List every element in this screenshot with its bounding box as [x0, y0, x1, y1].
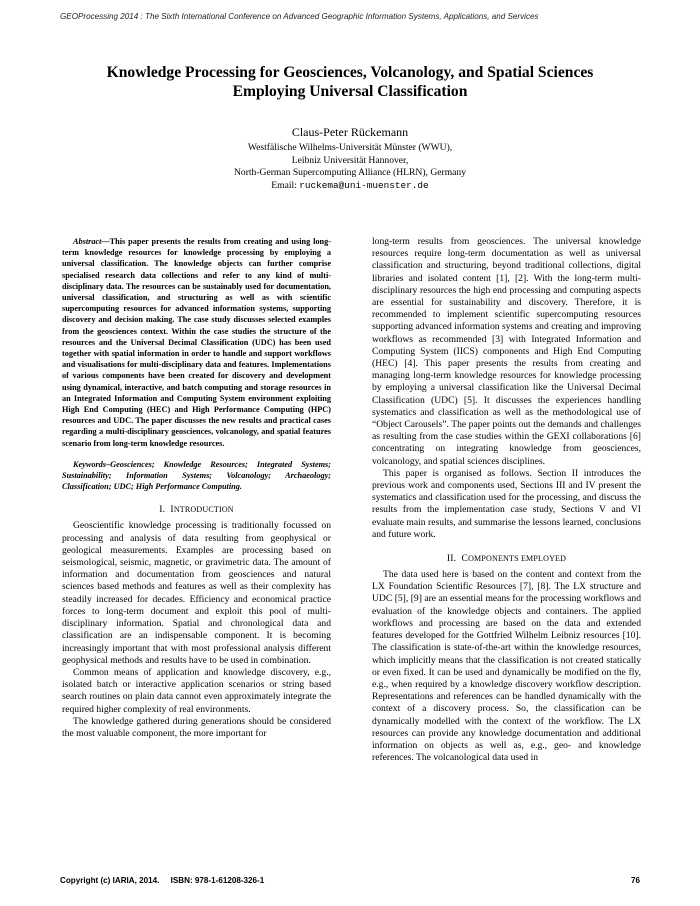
affiliation-line-3: North-German Supercomputing Alliance (HLRN), Germany [233, 167, 467, 179]
author-block [60, 124, 640, 192]
title-line-1: Knowledge Processing for Geosciences, Volcanology, and Spatial Sciences [106, 64, 594, 81]
components-paragraph-1: The data used here is based on the content and context from the LX Foundation Scientific Resources [7], [8]. The LX structure and UDC [5], [9] are an essential means for the processing workflows and evaluation of the knowledge objects and containers. The applied workflows and processing are based on the data and extended features developed for the Gottfried Wilhelm Leibniz resources [10]. The classification is state-of-the-art within the knowledge resources, which implicitly means that the classification is not created statically or even fixed. It can be used and dynamically be modified on the fly, e.g., when required by a knowledge discovery workflow description. Representations and references can be handled dynamically with the context of a discovery process. So, the classification can be dynamically modelled with the context of the workflow. The LX resources can provide any knowledge documentation and additional information on objects as well as, e.g., geo- and knowledge references. The volcanological data used in [372, 569, 641, 764]
page-number: 76 [630, 876, 640, 885]
keywords-text: –Geosciences; Knowledge Resources; Integrated Systems; Sustainability; Information Systems; Volcanology; Archaeology; Classification; UDC; High Performance Computing. [62, 459, 331, 492]
keywords [62, 459, 331, 493]
keywords-label: Keywords [73, 459, 106, 469]
section-number: I. [159, 504, 166, 516]
intro-paragraph-1: Geoscientific knowledge processing is traditionally focussed on processing and analysis of data resulting from geophysical or geological measurements. Examples are processing based on seismological, seismic, magnetic, or gravimetric data. The amount of information and documentation from geosciences and natural sciences based methods and features as well as their complexity has steadily increased for decades. Efficiency and economical practice forces to long-term document and exploit this pool of multi-disciplinary information. Spatial and chronological data and classification are an indispensable component. It is becoming increasingly important that with most professional analysis different geophysical methods and results have to be used in combination. [62, 520, 331, 666]
section-title-rest: OMPONENTS EMPLOYED [468, 554, 567, 564]
section-initial: C [461, 553, 469, 565]
email-label: Email: [271, 179, 297, 191]
title-line-2: Employing Universal Classification [232, 83, 468, 100]
section-number: II. [446, 553, 457, 565]
footer-copyright [60, 876, 264, 885]
abstract-label: Abstract [73, 237, 102, 246]
isbn-text: ISBN: 978-1-61208-326-1 [170, 876, 265, 885]
copyright-text: Copyright (c) IARIA, 2014. [60, 876, 160, 885]
paper-title [60, 63, 640, 101]
abstract-text: —This paper presents the results from creating and using long-term knowledge resources for knowledge processing by employing a universal classification. The knowledge objects can further comprise specialised research data collections and refer to any kind of multi-disciplinary data. The resources can be sustainably used for documentation, universal classification, and structuring as well as with scientific supercomputing resources for advanced information systems, supporting discovery and decision making. The case study discusses selected examples from the geosciences context. Within the case studies the structure of the resources and the Universal Decimal Classification (UDC) has been used together with spatial information in order to handle and support workflows and visualisations for multi-disciplinary data and features. Implementations of various components have been created for discovery and development using dynamical, interactive, and batch computing and storage resources in an Integrated Information and Computing System environment exploiting High End Computing (HEC) and High Performance Computing (HPC) resources and UDC. The paper discusses the new results and practical cases regarding a multi-disciplinary geosciences, volcanology, and spatial features scenario from long-term knowledge resources. [62, 237, 331, 448]
email-link[interactable]: ruckema@uni-muenster.de [299, 179, 429, 191]
author-name: Claus-Peter Rückemann [291, 125, 409, 139]
running-head: GEOProcessing 2014 : The Sixth International Conference on Advanced Geographic Information Systems, Applications, and Services [60, 12, 539, 21]
affiliation-line-2: Leibniz Universität Hannover, [291, 154, 409, 166]
intro-continuation-paragraph: long-term results from geosciences. The universal knowledge resources require long-term documentation as well as universal classification and structuring, beyond traditional collections, digital libraries and isolated content [1], [2]. With the long-term multi-disciplinary resources the high end processing and computing aspects are essential for sustainability and discovery. Therefore, it is recommended to implement scientific supercomputing resources supporting advanced information systems and creating and improving workflows as recommended [3] with Integrated Information and Computing System (IICS) components and High End Computing (HEC) [4]. This paper presents the results from creating and managing long-term knowledge resources for knowledge processing by employing a universal classification like the Universal Decimal Classification (UDC) [5]. It discusses the experiences handling systematics and classification as well as the methodological use of “Object Carousels”. The paper points out the demands and challenges as resulting from the case studies within the GEXI collaborations [6] concentrating on integrating knowledge from geosciences, volcanology, and spatial sciences disciplines. [372, 236, 641, 467]
left-column [62, 236, 331, 740]
intro-paragraph-3: The knowledge gathered during generations should be considered the most valuable component, the more important for [62, 715, 331, 739]
section-title-rest: NTRODUCTION [173, 505, 234, 515]
section-initial: I [170, 504, 174, 516]
abstract [62, 236, 331, 449]
email-line [60, 180, 640, 193]
organisation-paragraph: This paper is organised as follows. Section II introduces the previous work and components used, Sections III and IV present the systematics and classification used for the processing, and discuss the results from the implementation case study, Sections V and VI evaluate main results, and summarise the lessons learned, conclusions and future work. [372, 467, 641, 540]
section-heading-components [372, 553, 641, 564]
intro-paragraph-2: Common means of application and knowledge discovery, e.g., isolated batch or interactive application scenarios or string based search routines on plain data cannot even approximately integrate the required higher complexity of real environments. [62, 666, 331, 715]
right-column [372, 236, 641, 764]
section-heading-introduction [62, 504, 331, 515]
affiliation-line-1: Westfälische Wilhelms-Universität Münster (WWU), [247, 142, 453, 153]
